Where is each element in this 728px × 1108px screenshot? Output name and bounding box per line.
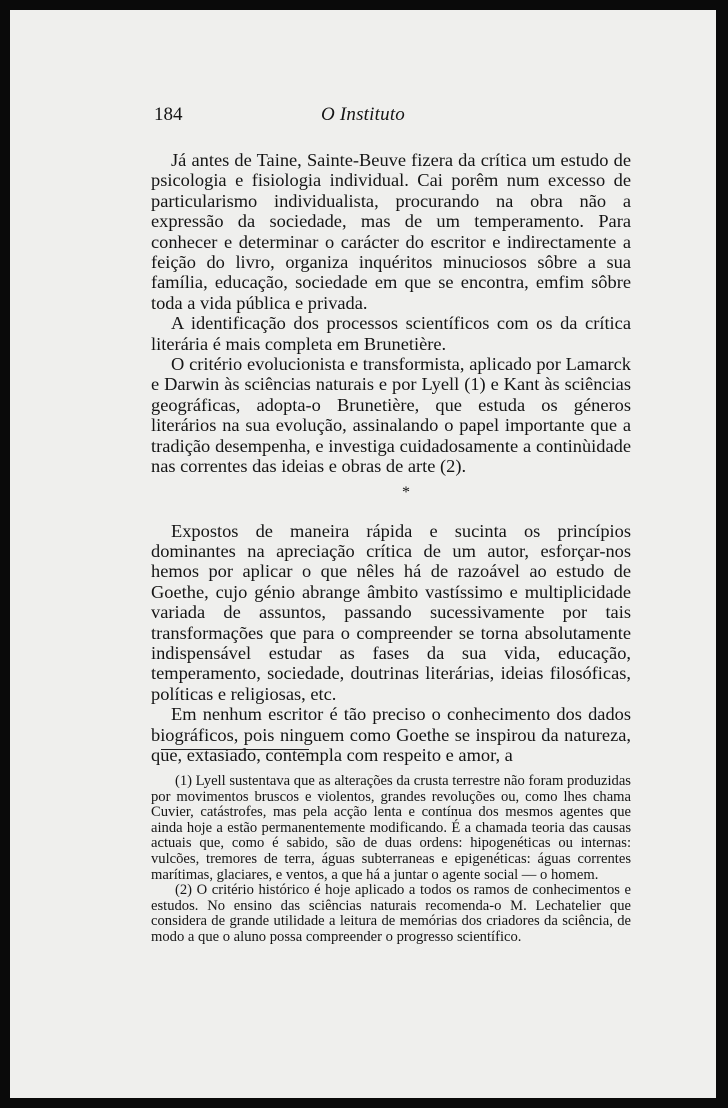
paragraph-sainte-beuve: Já antes de Taine, Sainte-Beuve fizera da crítica um estudo de psicologia e fisiologia individual. Cai porêm num excesso de particularismo individualista, procurando na obra não a expressão da sociedade, mas de um temperamento. Para conhecer e determinar o carácter do escritor e indirectamente a feição do livro, organiza inquéritos minuciosos sôbre a sua família, educação, sociedade em que se encontra, emfim sôbre toda a vida pública e privada. xyxy=(151,150,631,313)
paragraph-evolucionista: O critério evolucionista e transformista, aplicado por Lamarck e Darwin às sciências naturais e por Lyell (1) e Kant às sciências geográficas, adopta-o Brunetière, que estuda os géneros literários na sua evolução, assinalando o papel importante que a tradição desempenha, e investiga cuidadosamente a continùidade nas correntes das ideias e obras de arte (2). xyxy=(151,354,631,477)
running-title: O Instituto xyxy=(320,104,405,125)
paragraph-goethe-biography: Em nenhum escritor é tão preciso o conhecimento dos dados biográficos, pois ninguem como Goethe se inspirou da natureza, que, extasiado, contempla com respeito e amor, a xyxy=(151,704,631,765)
footnote-2: (2) O critério histórico é hoje aplicado a todos os ramos de conhecimentos e estudos. No ensino das sciências naturais recomenda-o M. Lechatelier que considera de grande utilidade a leitura de memórias dos criadores da sciência, de modo a que o aluno possa compreender o progresso scientífico. xyxy=(151,882,631,945)
paragraph-goethe-intro: Expostos de maneira rápida e sucinta os princípios dominantes na apreciação crítica de um autor, esforçar-nos hemos por aplicar o que nêles há de razoável ao estudo de Goethe, cujo génio abrange âmbito vastíssimo e multiplicidade variada de assuntos, passando sucessivamente por tais transformações que para o compreender se torna absolutamente indispensável estudar as fases da sua vida, educação, temperamento, sociedade, doutrinas literárias, ideias filosóficas, políticas e religiosas, etc. xyxy=(151,520,631,704)
section-separator: * xyxy=(402,483,410,501)
footnotes xyxy=(151,774,631,946)
footnote-rule xyxy=(161,749,309,750)
main-text xyxy=(151,150,631,765)
book-page xyxy=(10,10,716,1098)
page-number: 184 xyxy=(154,104,183,125)
footnote-1: (1) Lyell sustentava que as alterações da crusta terrestre não foram produzidas por movimentos bruscos e violentos, grandes revoluções ou, como lhes chama Cuvier, catástrofes, mas pela acção lenta e contínua dos mesmos agentes que ainda hoje a estão permanentemente modificando. É a chamada teoria das causas actuais que, como é sabido, são de duas ordens: hipogenéticas ou internas: vulcões, tremores de terra, águas subterraneas e epigenéticas: águas correntes marítimas, glaciares, e ventos, a que há a juntar o agente social — o homem. xyxy=(151,773,631,883)
page-header xyxy=(10,104,716,130)
paragraph-brunetiere: A identificação dos processos scientíficos com os da crítica literária é mais completa em Brunetière. xyxy=(151,313,631,354)
